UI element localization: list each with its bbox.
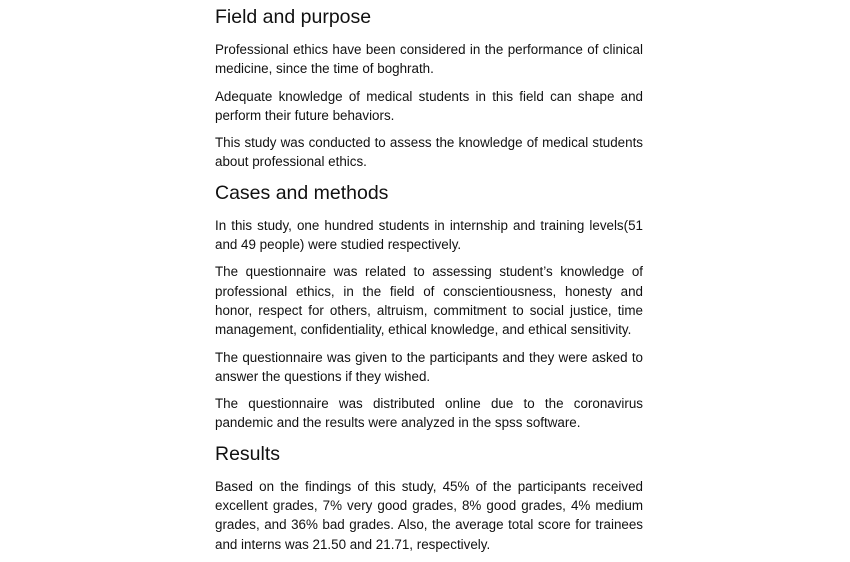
section-cases-and-methods bbox=[215, 180, 643, 433]
paragraph: The questionnaire was distributed online due to the coronavirus pandemic and the results were analyzed in the spss software. bbox=[215, 396, 643, 431]
paragraph: The questionnaire was related to assessing student’s knowledge of professional ethics, in the field of conscientiousness, honesty and honor, respect for others, altruism, commitment to social justice, time management, confidentiality, ethical knowledge, and ethical sensitivity. bbox=[215, 264, 643, 338]
document-page bbox=[215, 4, 643, 562]
section-results bbox=[215, 441, 643, 554]
section-heading: Cases and methods bbox=[215, 181, 389, 204]
section-field-and-purpose bbox=[215, 4, 643, 172]
paragraph: This study was conducted to assess the knowledge of medical students about professional ethics. bbox=[215, 135, 643, 170]
paragraph: Adequate knowledge of medical students in this field can shape and perform their future behaviors. bbox=[215, 88, 643, 123]
paragraph: The questionnaire was given to the participants and they were asked to answer the questions if they wished. bbox=[215, 349, 643, 384]
section-heading: Field and purpose bbox=[215, 6, 372, 28]
paragraph: Professional ethics have been considered in the performance of clinical medicine, since the time of boghrath. bbox=[215, 42, 643, 77]
paragraph: Based on the findings of this study, 45% of the participants received excellent grades, 7% very good grades, 8% good grades, 4% medium grades, and 36% bad grades. Also, the average total score for trainees and interns was 21.50 and 21.71, respectively. bbox=[215, 478, 643, 552]
section-heading: Results bbox=[215, 442, 281, 465]
paragraph: In this study, one hundred students in internship and training levels(51 and 49 people) were studied respectively. bbox=[215, 217, 643, 253]
